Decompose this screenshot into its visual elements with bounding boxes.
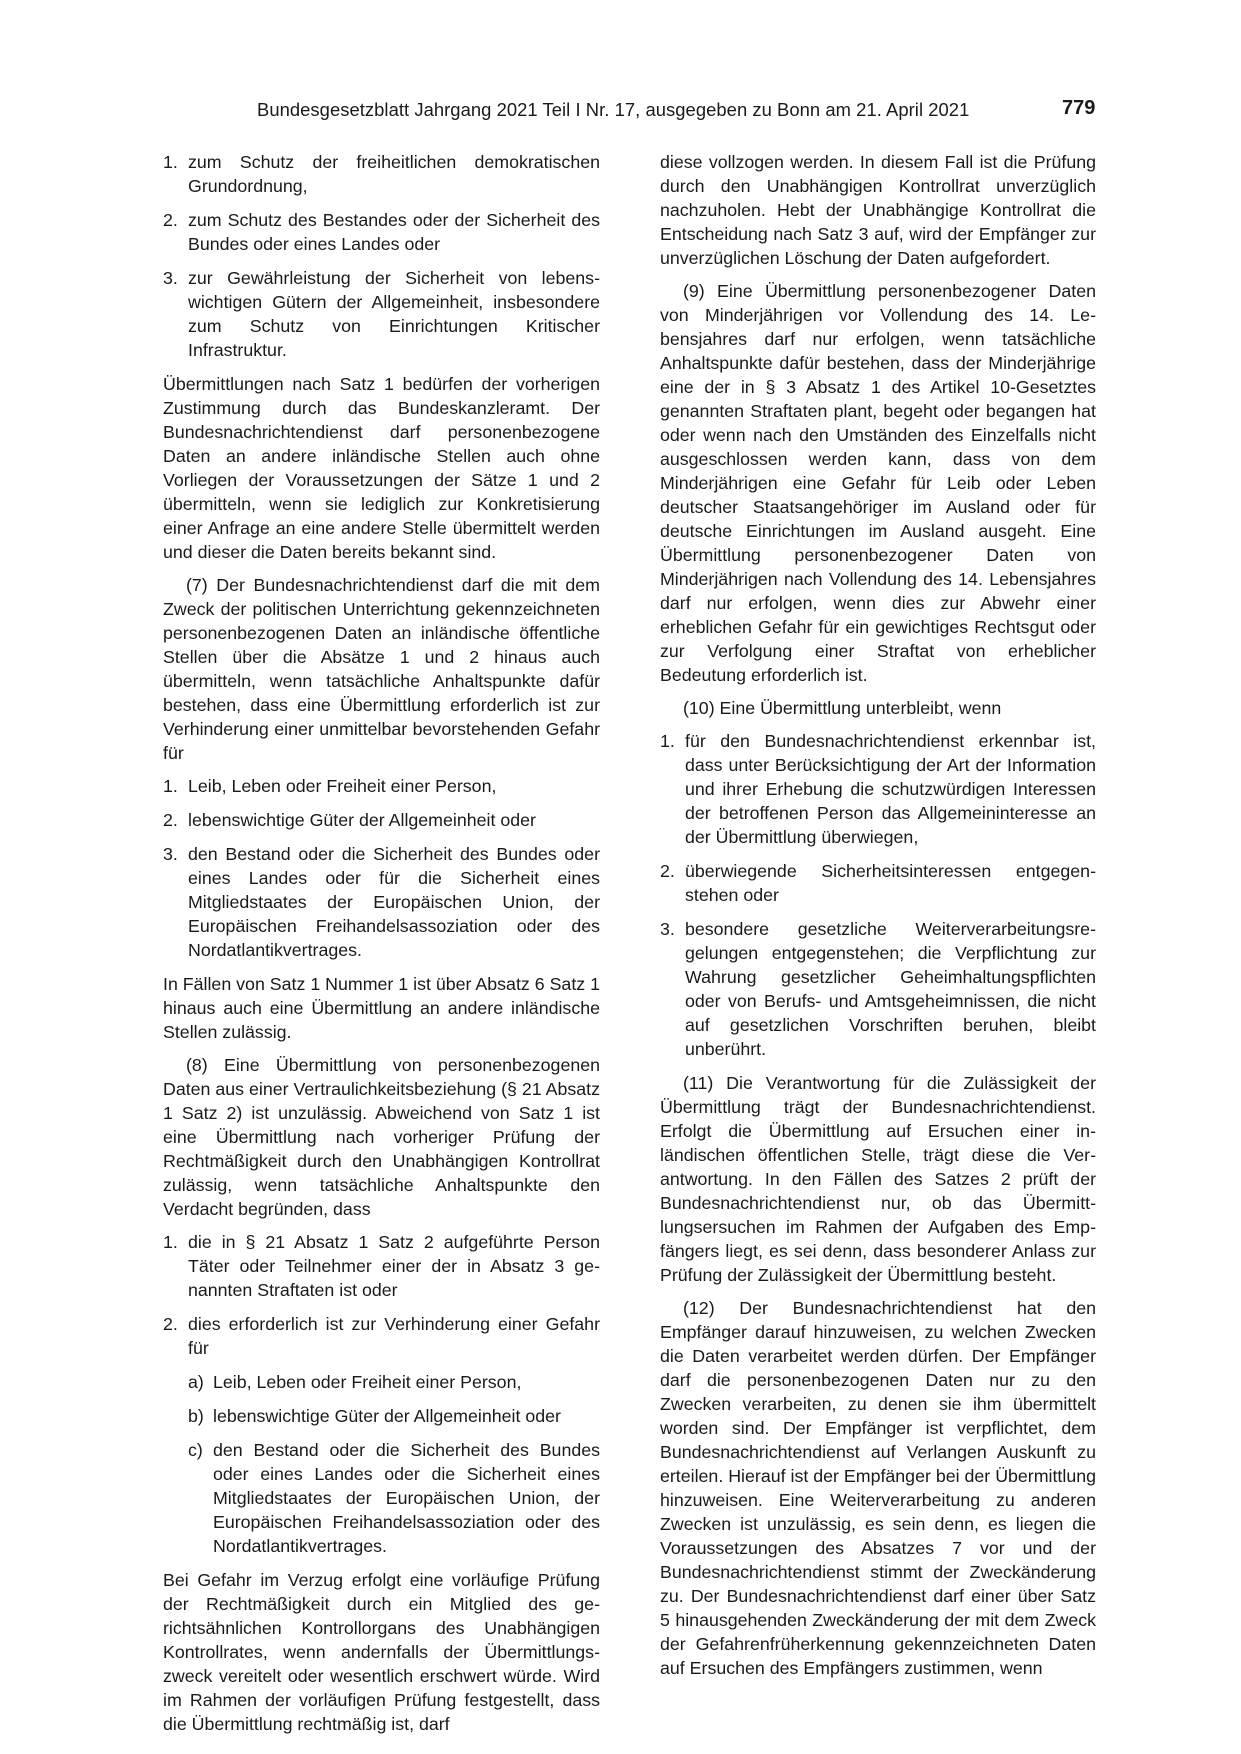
paragraph-12: (12) Der Bundesnachrichtendienst hat den Empfänger darauf hinzuweisen, zu welchen Zwecken die Daten verarbeitet werden dürfen. Der Empfänger darf die personenbezogenen Daten nur zu den Zwecken verarbeiten, zu denen sie ihm übermittelt worden sind. Der Empfänger ist verpflichtet, dem Bundesnachrichtendienst auf Verlangen Auskunft zu erteilen. Hierauf ist der Empfänger bei der Übermittlung hinzuweisen. Eine Weiterverarbeitung zu anderen Zwecken ist unzulässig, es sein denn, es liegen die Voraussetzungen des Absatzes 7 vor und der Bundesnachrichtendienst stimmt der Zweckänderung zu. Der Bundesnachrichtendienst darf einer über Satz 5 hinausgehenden Zweckänderung der mit dem Zweck der Gefahrenfrüherkennung gekennzeichneten Daten auf Ersuchen des Empfängers zustimmen, wenn (660, 1298, 1096, 1678)
sublist-item (188, 1404, 600, 1428)
list-number: 2. (163, 810, 178, 830)
list-number: 3. (163, 268, 178, 288)
list-verdacht (163, 1230, 600, 1558)
list-item (660, 729, 1096, 849)
sublist-text: lebenswichtige Güter der Allgemeinheit oder (213, 1406, 561, 1426)
page-number: 779 (1062, 97, 1096, 119)
sublist-letter: a) (188, 1372, 204, 1392)
sublist-letter: c) (188, 1440, 203, 1460)
list-item (163, 1230, 600, 1302)
list-text: zur Gewährleistung der Sicherheit von lebenswichtigen Gütern der Allgemeinheit, insbesondere zum Schutz von Einrichtungen Kritischer Infrastruktur. (188, 268, 600, 360)
paragraph-8: (8) Eine Übermittlung von personenbezogenen Daten aus einer Vertraulichkeitsbeziehung (§ 21 Absatz 1 Satz 2) ist unzulässig. Abweichend von Satz 1 ist eine Übermittlung nach vorheriger Prüfung der Rechtmäßigkeit durch den Unabhängigen Kontrollrat zulässig, wenn tatsächliche Anhaltspunkte den Verdacht begründen, dass (163, 1055, 600, 1219)
list-text: dies erforderlich ist zur Verhinderung einer Gefahr für (188, 1314, 600, 1358)
list-item (163, 208, 600, 256)
list-item (660, 859, 1096, 907)
list-text: für den Bundesnachrichtendienst erkennbar ist, dass unter Berücksichtigung der Art der Information und ihrer Erhebung die schutzwürdigen Interessen der betroffenen Person das Allgemeininteresse an der Übermittlung überwiegen, (685, 731, 1096, 847)
list-schutz (163, 150, 600, 362)
left-column (163, 150, 600, 1745)
list-item (660, 917, 1096, 1061)
list-text: überwiegende Sicherheitsinteressen entgegenstehen oder (685, 861, 1096, 905)
list-number: 1. (163, 152, 178, 172)
list-text: Leib, Leben oder Freiheit einer Person, (188, 776, 497, 796)
paragraph-continuation: diese vollzogen werden. In diesem Fall ist die Prüfung durch den Unabhängigen Kontrollrat unverzüglich nachzuholen. Hebt der Unabhängige Kontrollrat die Entscheidung nach Satz 3 auf, wird der Empfänger zur unverzüglichen Löschung der Daten aufgefordert. (660, 152, 1096, 268)
list-number: 1. (660, 731, 675, 751)
sublist-item (188, 1438, 600, 1558)
list-number: 3. (163, 844, 178, 864)
list-number: 2. (660, 861, 675, 881)
list-number: 3. (660, 919, 675, 939)
list-number: 1. (163, 776, 178, 796)
list-item (163, 842, 600, 962)
paragraph-10: (10) Eine Übermittlung unterbleibt, wenn (683, 698, 1002, 718)
list-item (163, 774, 600, 798)
paragraph-uebermittlungen: Übermittlungen nach Satz 1 bedürfen der vorherigen Zustimmung durch das Bundeskanzleramt. Der Bundesnachrichtendienst darf personenbezogene Daten an andere inländische Stellen auch ohne Vorliegen der Voraussetzungen der Sätze 1 und 2 übermitteln, wenn sie lediglich zur Konkretisierung einer Anfrage an eine andere Stelle übermittelt werden und dieser die Daten bereits bekannt sind. (163, 374, 600, 562)
list-text: lebenswichtige Güter der Allgemeinheit oder (188, 810, 536, 830)
paragraph-9: (9) Eine Übermittlung personenbezogener Daten von Minderjährigen vor Vollendung des 14. Lebensjahres darf nur erfolgen, wenn tatsächliche Anhaltspunkte dafür bestehen, dass der Minderjährige eine der in § 3 Absatz 1 des Artikel 10-Gesetztes genannten Straftaten plant, begeht oder begangen hat oder wenn nach den Umständen des Einzelfalls nicht ausgeschlossen werden kann, dass von dem Minderjährigen eine Gefahr für Leib oder Leben deutscher Staatsangehöriger im Ausland oder für deutsche Einrichtungen im Ausland ausgeht. Eine Übermittlung personenbezogener Daten von Minderjährigen nach Vollendung des 14. Lebensjahres darf nur erfolgen, wenn dies zur Abwehr einer erheblichen Gefahr für ein gewichtiges Rechtsgut oder zur Verfolgung einer Straftat von erheblicher Bedeutung erforderlich ist. (660, 281, 1096, 685)
list-gefahr (163, 774, 600, 962)
paragraph-7: (7) Der Bundesnachrichtendienst darf die mit dem Zweck der politischen Unterrichtung gekennzeichneten personenbezogenen Daten an inländische öffentliche Stellen über die Absätze 1 und 2 hinaus auch übermitteln, wenn tatsächliche Anhaltspunkte dafür bestehen, dass eine Übermittlung erforderlich ist zur Verhinderung einer unmittelbar bevorstehenden Gefahr für (163, 575, 600, 763)
list-text: zum Schutz des Bestandes oder der Sicherheit des Bundes oder eines Landes oder (188, 210, 600, 254)
paragraph-11: (11) Die Verantwortung für die Zulässigkeit der Übermittlung trägt der Bundesnachrichtendienst. Erfolgt die Übermittlung auf Ersuchen einer inländischen öffentlichen Stelle, trägt diese die Verantwortung. In den Fällen des Satzes 2 prüft der Bundesnachrichtendienst nur, ob das Übermittlungsersuchen im Rahmen der Aufgaben des Empfängers liegt, es sei denn, dass besonderer Anlass zur Prüfung der Zulässigkeit der Übermittlung besteht. (660, 1073, 1096, 1285)
sublist-text: den Bestand oder die Sicherheit des Bundes oder eines Landes oder die Sicherheit eines Mitgliedstaates der Europäischen Union, der Europäischen Freihandelsassoziation oder des Nordatlantikvertrages. (213, 1440, 600, 1556)
list-item (163, 808, 600, 832)
list-text: zum Schutz der freiheitlichen demokratischen Grundordnung, (188, 152, 600, 196)
list-number: 1. (163, 1232, 178, 1252)
list-number: 2. (163, 1314, 178, 1334)
paragraph-gefahr-im-verzug: Bei Gefahr im Verzug erfolgt eine vorläufige Prüfung der Rechtmäßigkeit durch ein Mitglied des gerichtsähnlichen Kontrollorgans des Unabhängigen Kontrollrates, wenn andernfalls der Übermittlungszweck vereitelt oder wesentlich erschwert würde. Wird im Rahmen der vorläufigen Prüfung festgestellt, dass die Übermittlung rechtmäßig ist, darf (163, 1570, 600, 1734)
paragraph-faellen: In Fällen von Satz 1 Nummer 1 ist über Absatz 6 Satz 1 hinaus auch eine Übermittlung an andere inländische Stellen zulässig. (163, 974, 600, 1042)
list-text: die in § 21 Absatz 1 Satz 2 aufgeführte Person Täter oder Teilnehmer einer der in Absatz 3 genannten Straftaten ist oder (188, 1232, 600, 1300)
right-column (660, 150, 1096, 1689)
sublist-letter: b) (188, 1406, 204, 1426)
list-text: den Bestand oder die Sicherheit des Bundes oder eines Landes oder für die Sicherheit eines Mitgliedstaates der Europäischen Union, der Europäischen Freihandelsassoziation oder des Nordatlantikvertrages. (188, 844, 600, 960)
list-item (163, 266, 600, 362)
header-title: Bundesgesetzblatt Jahrgang 2021 Teil I Nr. 17, ausgegeben zu Bonn am 21. April 2021 (257, 99, 970, 120)
sublist-item (188, 1370, 600, 1394)
sublist-text: Leib, Leben oder Freiheit einer Person, (213, 1372, 522, 1392)
list-item (163, 1312, 600, 1558)
list-item (163, 150, 600, 198)
list-number: 2. (163, 210, 178, 230)
list-text: besondere gesetzliche Weiterverarbeitungsregelungen entgegenstehen; die Verpflichtung zur Wahrung gesetzlicher Geheimhaltungspflichten oder von Berufs- und Amtsgeheimnissen, die nicht auf gesetzlichen Vorschriften beruhen, bleibt unberührt. (685, 919, 1096, 1059)
page-header (0, 97, 1241, 127)
list-unterbleibt (660, 729, 1096, 1061)
sublist-gefahr (188, 1370, 600, 1558)
